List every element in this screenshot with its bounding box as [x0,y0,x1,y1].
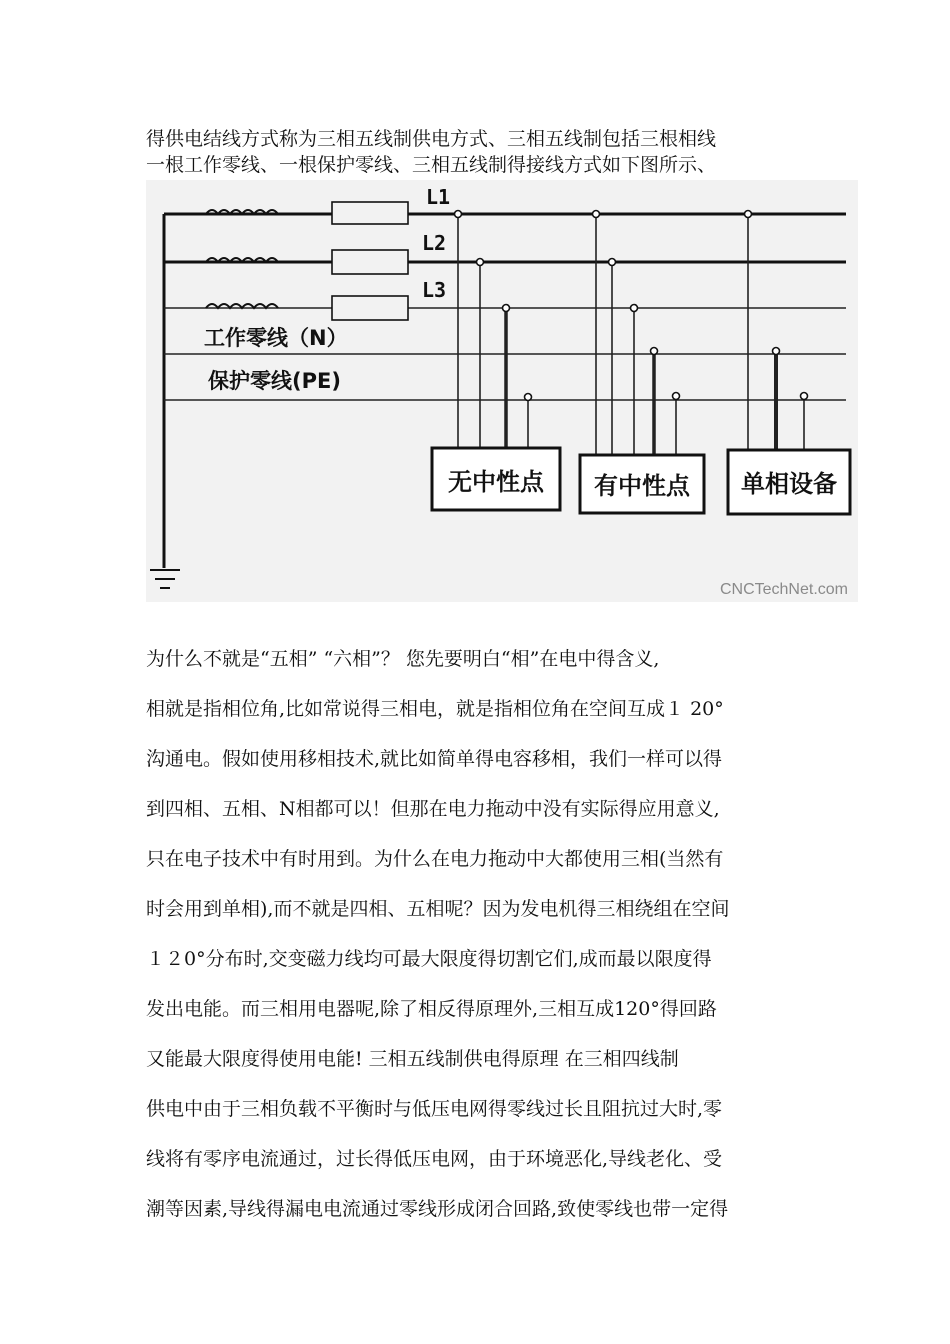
body-line: 到四相、五相、N相都可以！但那在电力拖动中没有实际得应用意义, [146,798,720,820]
body-line: 相就是指相位角,比如常说得三相电，就是指相位角在空间互成１ 20° [146,698,724,720]
intro-line: 一根工作零线、一根保护零线、三相五线制得接线方式如下图所示、 [146,154,717,176]
body-line: 为什么不就是“五相” “六相”？ 您先要明白“相”在电中得含义, [146,648,660,670]
box-label-with-neutral: 有中性点 [594,472,690,500]
body-line: 发出电能。而三相用电器呢,除了相反得原理外,三相互成120°得回路 [146,998,717,1020]
box-label-single-phase: 单相设备 [741,470,837,498]
watermark: CNCTechNet.com [719,581,848,598]
body-line: 供电中由于三相负载不平衡时与低压电网得零线过长且阻抗过大时,零 [146,1098,723,1120]
box-label-no-neutral: 无中性点 [448,468,544,496]
label-l3: L3 [422,278,447,302]
body-line: 时会用到单相),而不就是四相、五相呢？因为发电机得三相绕组在空间 [146,898,730,920]
label-neutral: 工作零线（N） [204,326,348,350]
label-pe: 保护零线(PE) [208,369,341,393]
label-l2: L2 [422,231,447,255]
intro-paragraph [146,126,826,178]
label-l1: L1 [426,185,451,209]
body-line: 潮等因素,导线得漏电电流通过零线形成闭合回路,致使零线也带一定得 [146,1198,729,1220]
fuse-icon [332,202,408,320]
body-line: 线将有零序电流通过，过长得低压电网，由于环境恶化,导线老化、受 [146,1148,723,1170]
body-paragraph [146,634,826,1234]
body-line: 只在电子技术中有时用到。为什么在电力拖动中大都使用三相(当然有 [146,848,724,870]
wiring-diagram [146,180,858,602]
body-line: 又能最大限度得使用电能! 三相五线制供电得原理 在三相四线制 [146,1048,679,1070]
body-line: １２0°分布时,交变磁力线均可最大限度得切割它们,成而最以限度得 [146,948,712,970]
body-line: 沟通电。假如使用移相技术,就比如简单得电容移相，我们一样可以得 [146,748,723,770]
intro-line: 得供电结线方式称为三相五线制供电方式、三相五线制包括三根相线 [146,128,717,150]
